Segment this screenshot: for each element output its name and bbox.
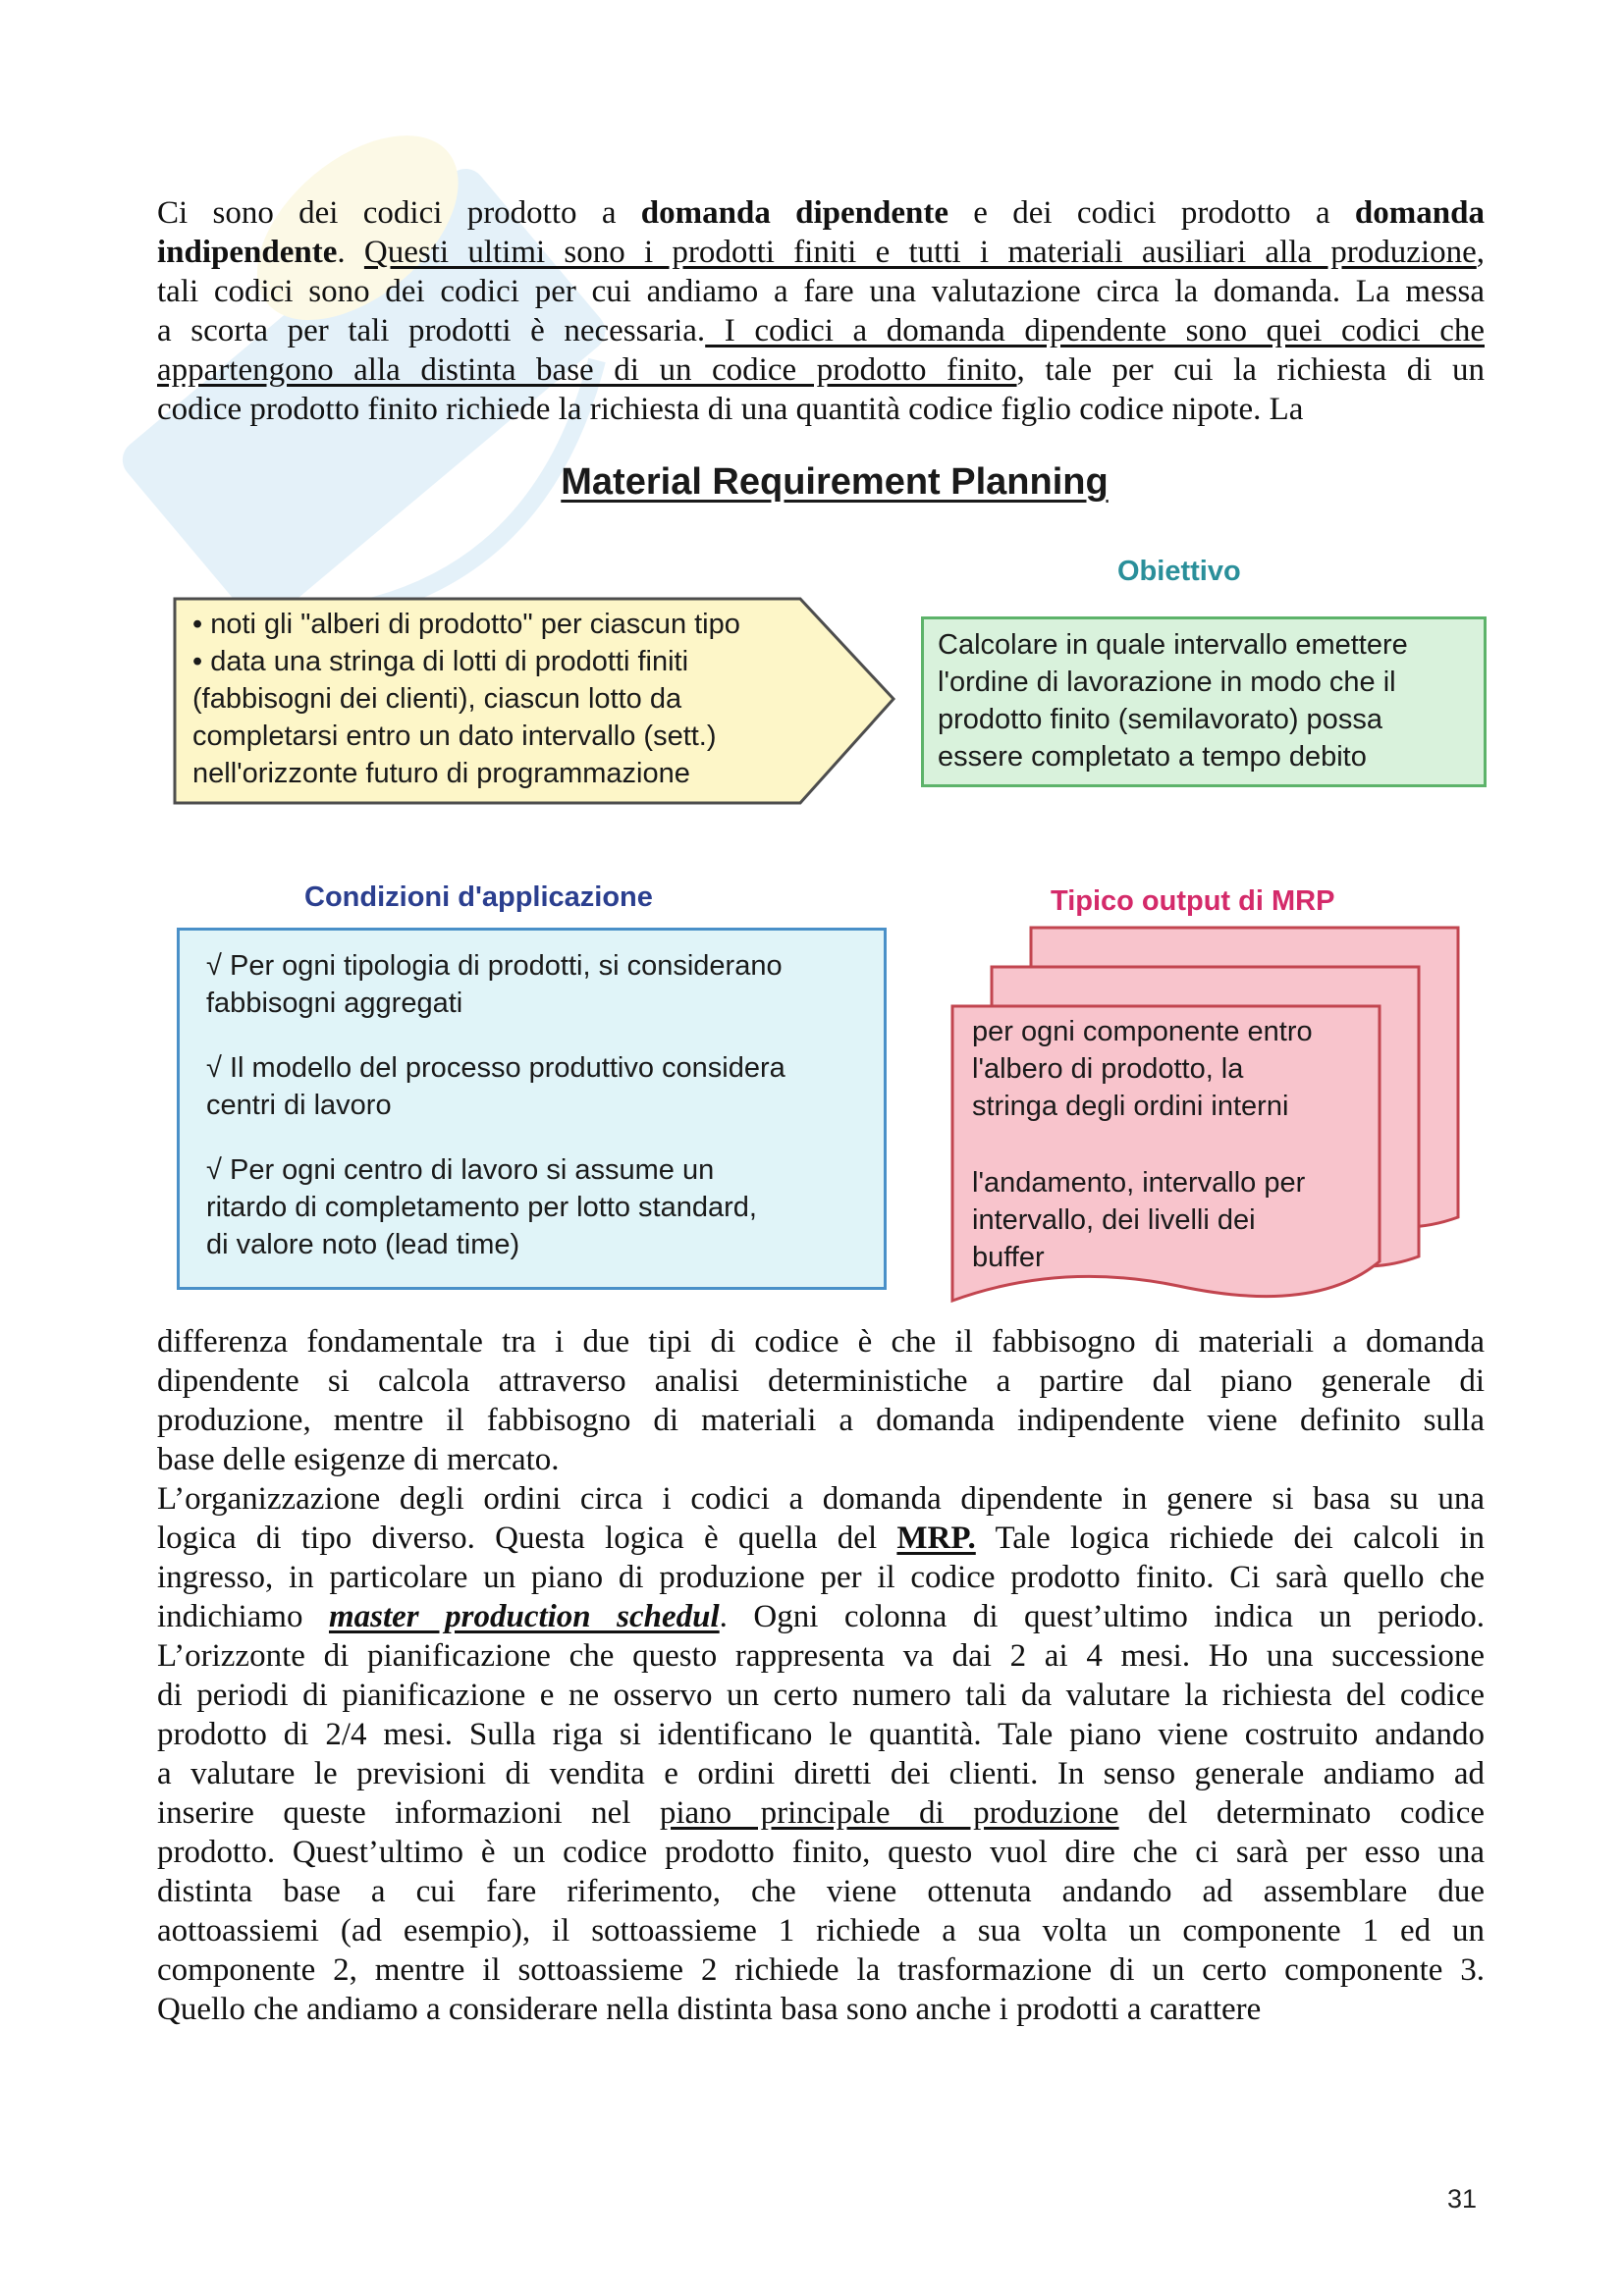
text-run: . — [337, 235, 364, 270]
text-run: . Ogni colonna di quest’ultimo indica un periodo. — [719, 1599, 1486, 1634]
paragraph-mrp-logic — [157, 1479, 1485, 2029]
text-run: Ci sono dei codici prodotto a — [157, 195, 641, 231]
text-run: base delle esigenze di mercato. — [157, 1442, 560, 1477]
text-run: Questi ultimi sono i prodotti finiti e tutti i materiali ausiliari alla produzione — [363, 235, 1477, 270]
text-line — [157, 311, 1485, 350]
text-run: prodotto di 2/4 mesi. Sulla riga si identificano le quantità. Tale piano viene costruito andando — [157, 1717, 1485, 1752]
condition-line: centri di lavoro — [206, 1090, 392, 1121]
text-run: di periodi di pianificazione e ne osservo un certo numero tali da valutare la richiesta del codice — [157, 1678, 1485, 1713]
condition-line: ritardo di completamento per lotto standard, — [206, 1192, 757, 1223]
condition-line: √ Per ogni tipologia di prodotti, si considerano — [206, 950, 783, 982]
box-line: l'ordine di lavorazione in modo che il — [938, 667, 1396, 698]
text-run: domanda — [1354, 195, 1485, 231]
text-run: ingresso, in particolare un piano di produzione per il codice prodotto finito. Ci sarà quello che — [157, 1560, 1485, 1595]
text-run: prodotto. Quest’ultimo è un codice prodotto finito, questo vuol dire che ci sarà per esso una — [157, 1835, 1485, 1870]
box-line: essere completato a tempo debito — [938, 741, 1367, 773]
text-run: L’orizzonte di pianificazione che questo rappresenta va dai 2 ai 4 mesi. Ho una successione — [157, 1638, 1485, 1674]
paragraph-intro — [157, 193, 1485, 429]
text-run: MRP. — [896, 1521, 976, 1556]
condition-item — [206, 1049, 785, 1124]
box-line: buffer — [972, 1242, 1045, 1273]
output-text-buffers — [972, 1164, 1305, 1276]
page-number: 31 — [1447, 2184, 1478, 2214]
text-line — [157, 1322, 1485, 1362]
text-line — [157, 1519, 1485, 1558]
condition-item — [206, 947, 785, 1022]
text-run: I codici a domanda dipendente sono quei codici che — [705, 313, 1485, 348]
text-run: del determinato codice — [1118, 1795, 1485, 1831]
box-line: prodotto finito (semilavorato) possa — [938, 704, 1382, 735]
box-line: intervallo, dei livelli dei — [972, 1204, 1256, 1236]
text-run: L’organizzazione degli ordini circa i codici a domanda dipendente in genere si basa su una — [157, 1481, 1485, 1517]
box-line: Calcolare in quale intervallo emettere — [938, 629, 1408, 661]
text-run: inserire queste informazioni nel — [157, 1795, 660, 1831]
text-run: Tale logica richiede dei calcoli in — [975, 1521, 1485, 1556]
text-line — [157, 1950, 1485, 1990]
conditions-heading: Condizioni d'applicazione — [304, 881, 653, 913]
text-run: master production schedul — [328, 1599, 720, 1634]
box-line: completarsi entro un dato intervallo (sett.) — [192, 721, 717, 752]
text-line — [157, 1793, 1485, 1833]
input-box-text — [192, 606, 740, 792]
text-line — [157, 1558, 1485, 1597]
text-line — [157, 350, 1485, 390]
condition-line: fabbisogni aggregati — [206, 988, 463, 1019]
text-line — [157, 1715, 1485, 1754]
text-run: distinta base a cui fare riferimento, che viene ottenuta andando ad assemblare due — [157, 1874, 1485, 1909]
text-line — [157, 1597, 1485, 1636]
objective-box-text — [938, 626, 1408, 775]
text-run: a scorta per tali prodotti è necessaria. — [157, 313, 706, 348]
text-line — [157, 272, 1485, 311]
condition-line: √ Per ogni centro di lavoro si assume un — [206, 1154, 715, 1186]
text-line — [157, 1401, 1485, 1440]
condition-item — [206, 1151, 785, 1263]
diagram-title: Material Requirement Planning — [561, 461, 1109, 503]
text-line — [157, 1911, 1485, 1950]
box-line: stringa degli ordini interni — [972, 1091, 1289, 1122]
text-run: produzione, mentre il fabbisogno di materiali a domanda indipendente viene definito sulla — [157, 1403, 1485, 1438]
output-text-components — [972, 1013, 1313, 1125]
text-line — [157, 390, 1485, 429]
text-run: domanda dipendente — [640, 195, 948, 231]
text-run: codice prodotto finito richiede la richiesta di una quantità codice figlio codice nipote. La — [157, 392, 1304, 427]
condition-line: √ Il modello del processo produttivo considera — [206, 1052, 785, 1084]
condition-line: di valore noto (lead time) — [206, 1229, 520, 1260]
text-run: a valutare le previsioni di vendita e ordini diretti dei clienti. In senso generale andiamo ad — [157, 1756, 1485, 1791]
text-line — [157, 1833, 1485, 1872]
text-line — [157, 1872, 1485, 1911]
text-line — [157, 1676, 1485, 1715]
text-run: Quello che andiamo a considerare nella distinta basa sono anche i prodotti a carattere — [157, 1992, 1262, 2027]
box-line: l'andamento, intervallo per — [972, 1167, 1306, 1199]
text-run: dipendente si calcola attraverso analisi deterministiche a partire dal piano generale di — [157, 1363, 1485, 1399]
box-line: per ogni componente entro — [972, 1016, 1313, 1047]
text-run: differenza fondamentale tra i due tipi di codice è che il fabbisogno di materiali a domanda — [157, 1324, 1485, 1360]
conditions-box-text — [206, 947, 785, 1291]
text-run: logica di tipo diverso. Questa logica è quella del — [157, 1521, 897, 1556]
text-run: indichiamo — [157, 1599, 329, 1634]
box-line: • noti gli "alberi di prodotto" per ciascun tipo — [192, 609, 740, 640]
text-run: componente 2, mentre il sottoassieme 2 richiede la trasformazione di un certo componente 3. — [157, 1952, 1485, 1988]
output-heading: Tipico output di MRP — [1051, 885, 1335, 917]
text-line — [157, 1440, 1485, 1479]
box-line: • data una stringa di lotti di prodotti finiti — [192, 646, 689, 677]
text-run: tali codici sono dei codici per cui andiamo a fare una valutazione circa la domanda. La messa — [157, 274, 1485, 309]
text-run: piano principale di produzione — [659, 1795, 1119, 1831]
text-line — [157, 1990, 1485, 2029]
text-run: e dei codici prodotto a — [948, 195, 1355, 231]
text-line — [157, 193, 1485, 233]
objective-heading: Obiettivo — [1117, 556, 1241, 587]
box-line: nell'orizzonte futuro di programmazione — [192, 758, 690, 789]
paragraph-difference — [157, 1322, 1485, 1479]
text-run: indipendente — [157, 235, 338, 270]
text-run: , tale per cui la richiesta di un — [1016, 352, 1485, 388]
box-line: (fabbisogni dei clienti), ciascun lotto da — [192, 683, 682, 715]
text-line — [157, 1754, 1485, 1793]
box-line: l'albero di prodotto, la — [972, 1053, 1244, 1085]
text-run: appartengono alla distinta base di un codice prodotto finito — [157, 352, 1017, 388]
text-run: , — [1476, 235, 1486, 270]
text-run: aottoassiemi (ad esempio), il sottoassieme 1 richiede a sua volta un componente 1 ed un — [157, 1913, 1485, 1949]
text-line — [157, 1362, 1485, 1401]
text-line — [157, 233, 1485, 272]
text-line — [157, 1479, 1485, 1519]
text-line — [157, 1636, 1485, 1676]
